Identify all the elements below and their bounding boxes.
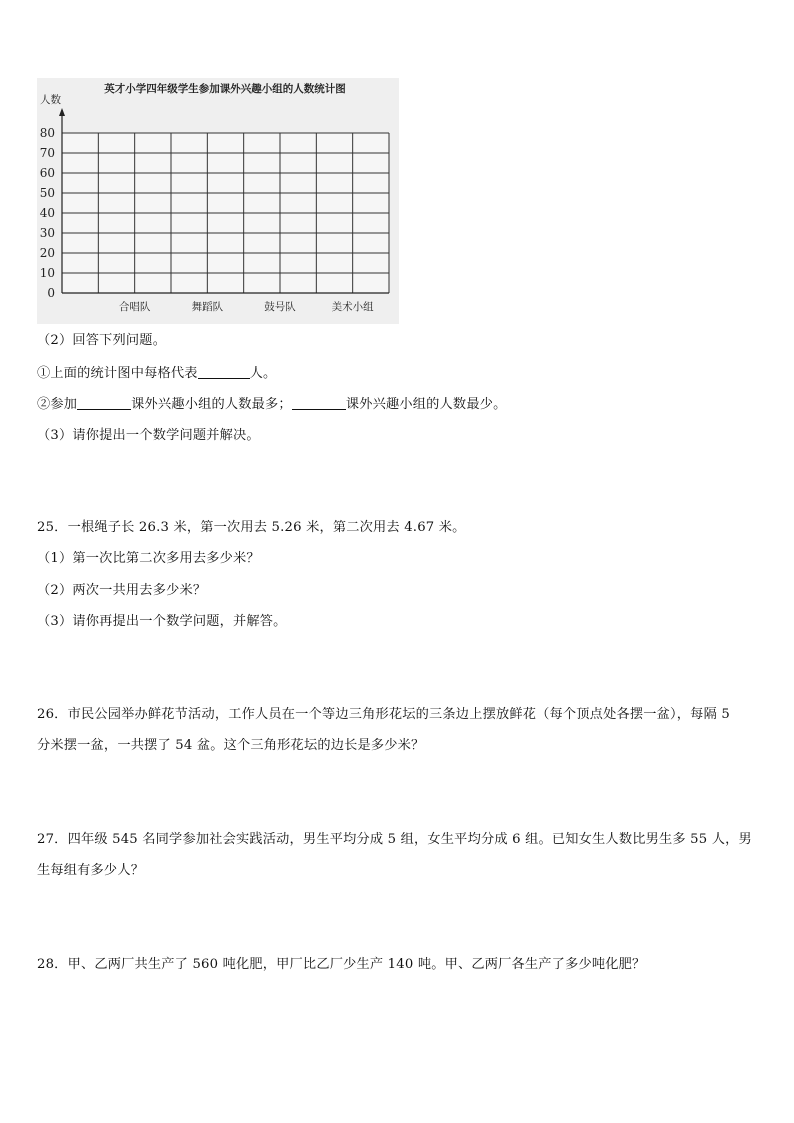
x-tick-label: 合唱队 <box>118 301 151 313</box>
q24-part2: （2）回答下列问题。 <box>37 333 167 348</box>
y-tick-label: 70 <box>39 146 55 160</box>
y-tick-label: 10 <box>39 266 55 280</box>
bar-chart <box>37 78 399 324</box>
q24-sub2-prefix: ②参加 <box>37 397 78 412</box>
x-tick-label: 鼓号队 <box>264 301 296 313</box>
x-tick-label: 美术小组 <box>331 301 374 313</box>
x-tick-label: 舞蹈队 <box>191 301 224 313</box>
q27-line1: 27．四年级 545 名同学参加社会实践活动，男生平均分成 5 组，女生平均分成 6 组。已知女生人数比男生多 55 人，男 <box>37 832 752 847</box>
answer-blank[interactable] <box>292 396 346 410</box>
q25-stem: 25．一根绳子长 26.3 米，第一次用去 5.26 米，第二次用去 4.67 米。 <box>37 520 466 535</box>
q26-line2: 分米摆一盆，一共摆了 54 盆。这个三角形花坛的边长是多少米？ <box>37 738 425 753</box>
y-tick-label: 80 <box>39 126 55 140</box>
q24-part3: （3）请你提出一个数学问题并解决。 <box>37 428 260 443</box>
q27-line2: 生每组有多少人？ <box>37 863 145 878</box>
y-tick-label: 40 <box>39 206 55 220</box>
answer-blank[interactable] <box>77 396 131 410</box>
y-tick-label: 30 <box>39 226 55 240</box>
y-axis-label: 人数 <box>40 94 61 106</box>
q24-sub2 <box>37 396 506 413</box>
q26-line1: 26．市民公园举办鲜花节活动，工作人员在一个等边三角形花坛的三条边上摆放鲜花（每个顶点处各摆一盆），每隔 5 <box>37 707 730 722</box>
y-tick-label: 60 <box>39 166 55 180</box>
q24-sub1-suffix: 人。 <box>249 366 277 381</box>
q24-sub1-prefix: ①上面的统计图中每格代表 <box>37 366 198 381</box>
q24-sub1 <box>37 365 276 382</box>
answer-blank[interactable] <box>198 365 250 379</box>
y-axis-arrow-icon <box>59 108 65 116</box>
q28-stem: 28．甲、乙两厂共生产了 560 吨化肥，甲厂比乙厂少生产 140 吨。甲、乙两厂各生产了多少吨化肥？ <box>37 957 646 972</box>
q25-part3: （3）请你再提出一个数学问题，并解答。 <box>37 614 287 629</box>
chart-title: 英才小学四年级学生参加课外兴趣小组的人数统计图 <box>104 83 346 95</box>
q24-sub2-suffix: 课外兴趣小组的人数最少。 <box>345 397 507 412</box>
q24-sub2-middle: 课外兴趣小组的人数最多； <box>131 397 292 412</box>
y-tick-label: 0 <box>47 286 55 300</box>
y-tick-label: 50 <box>39 186 55 200</box>
chart-canvas <box>37 78 399 324</box>
q25-part2: （2）两次一共用去多少米？ <box>37 583 207 598</box>
q25-part1: （1）第一次比第二次多用去多少米？ <box>37 551 260 566</box>
y-tick-label: 20 <box>39 246 55 260</box>
